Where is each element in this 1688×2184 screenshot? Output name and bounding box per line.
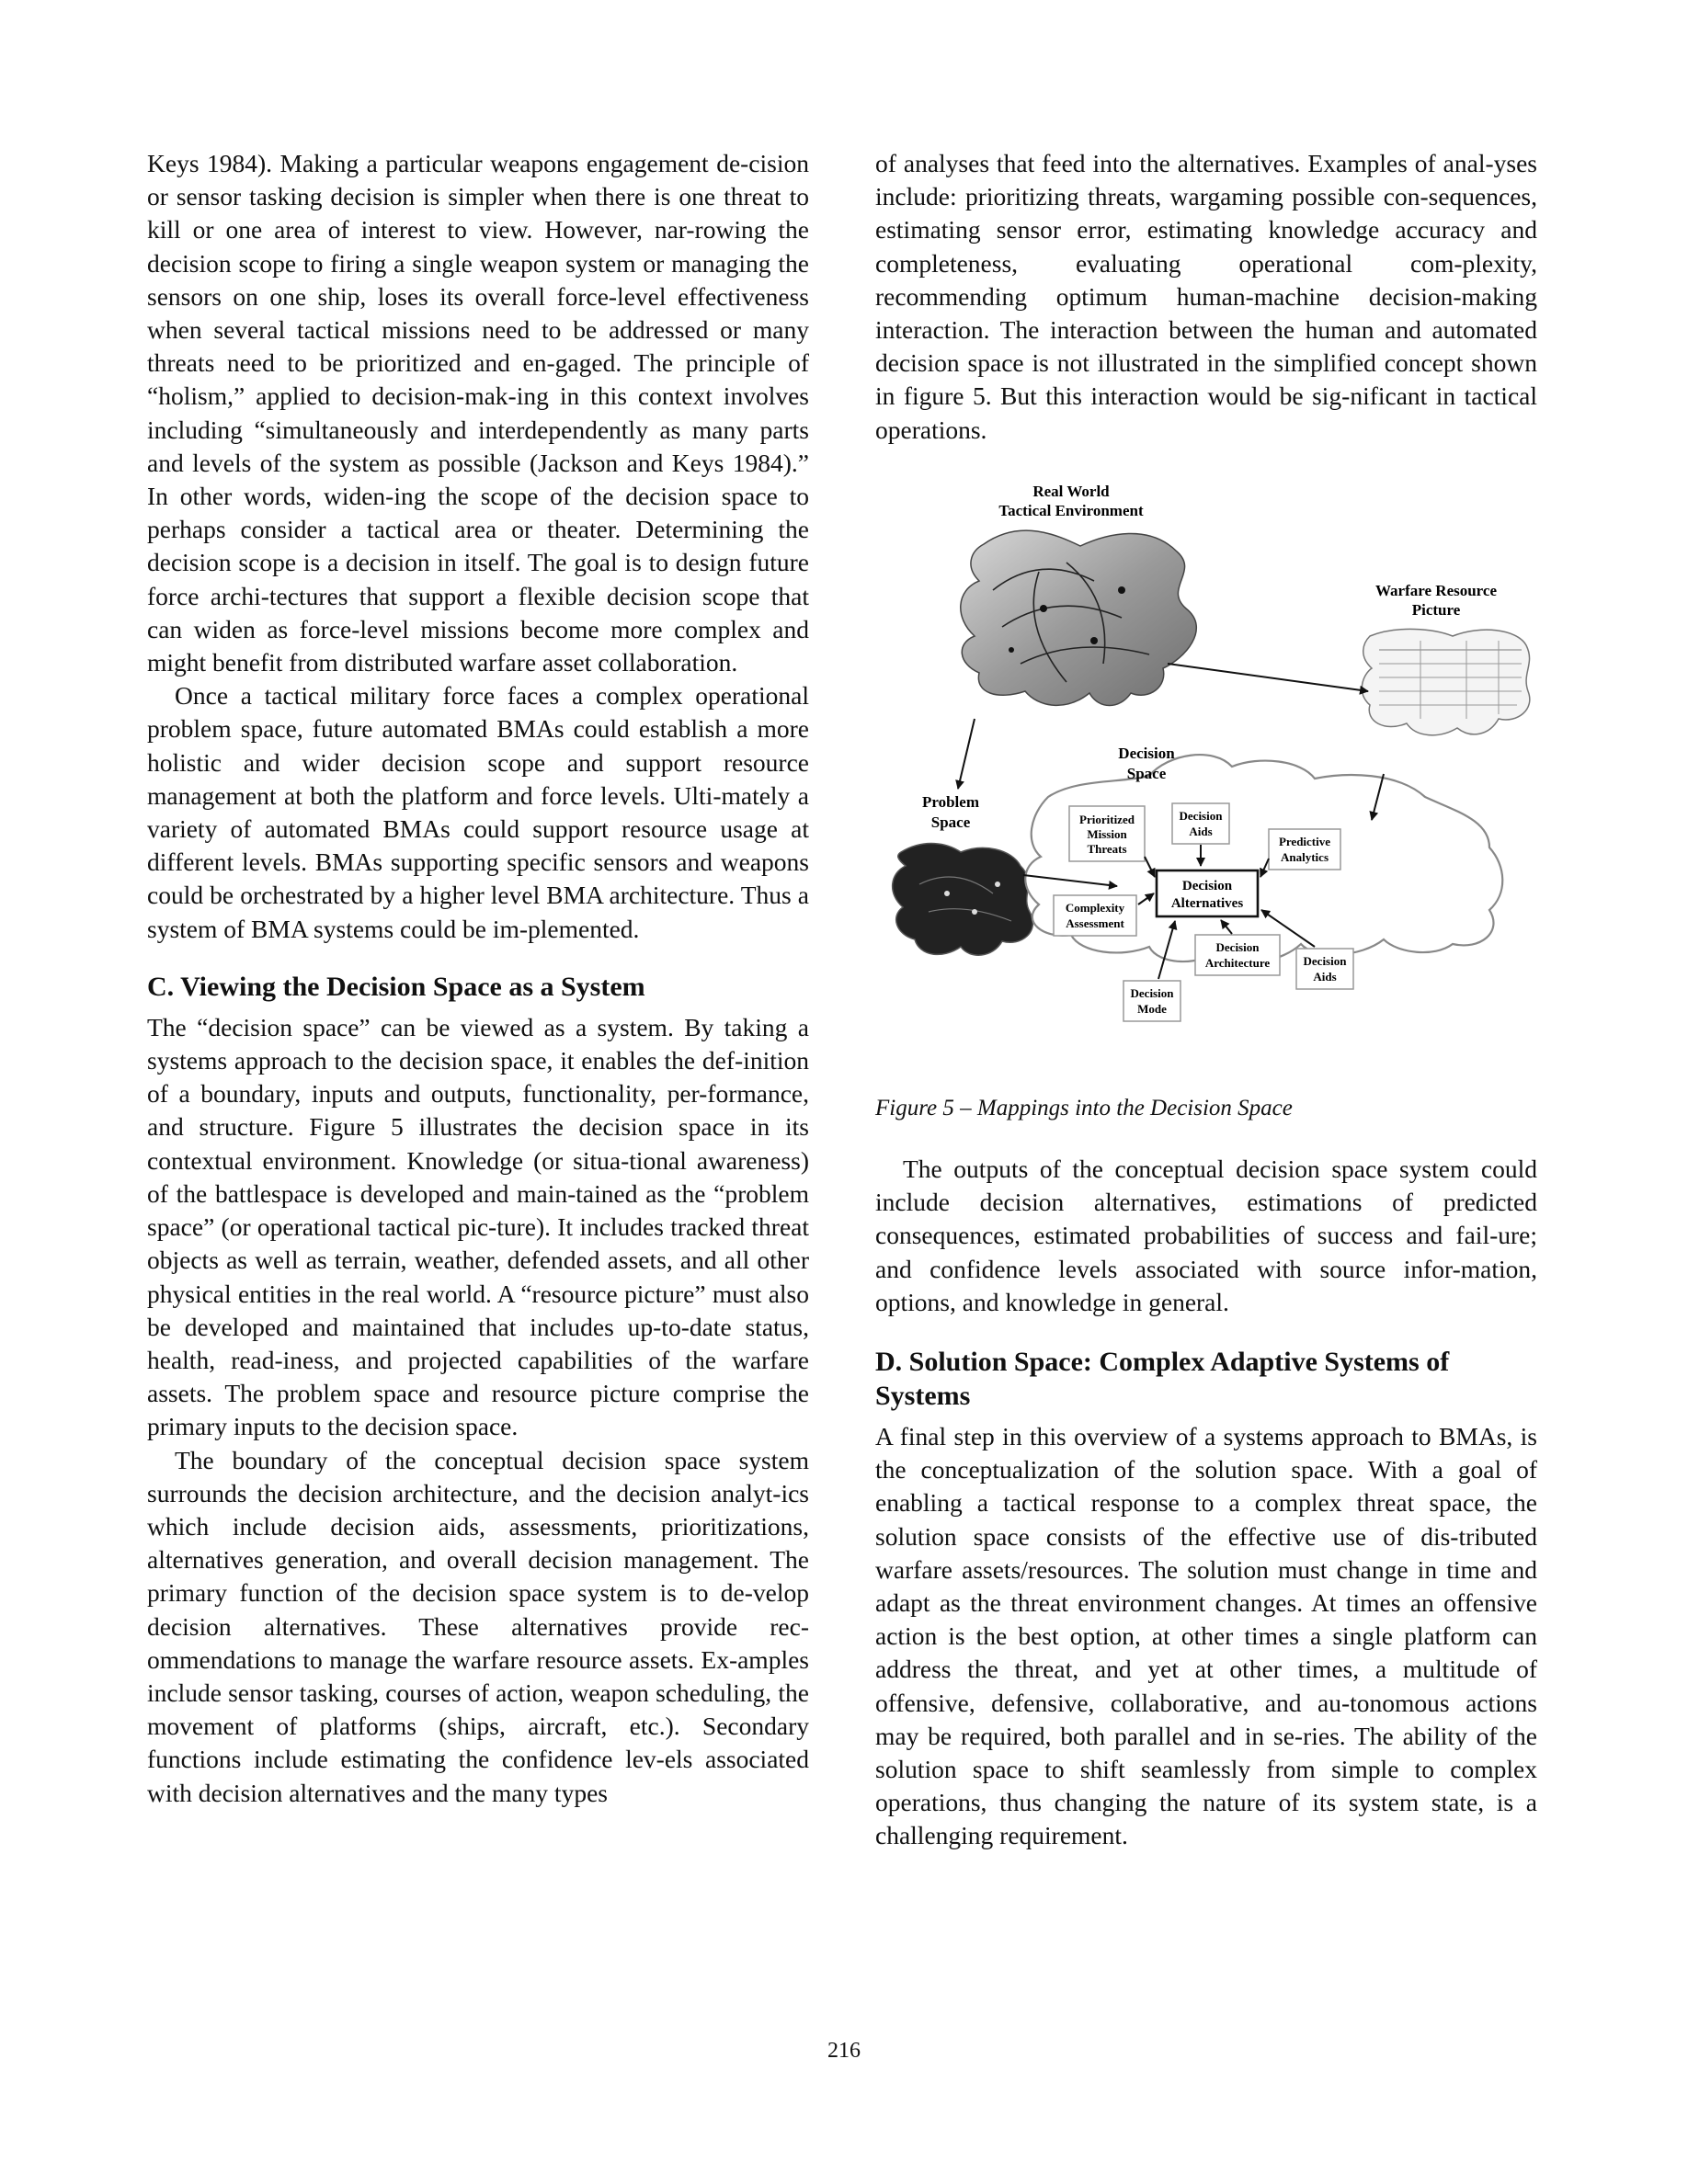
figure-5-diagram — [883, 480, 1535, 1059]
problem-label-1: Problem — [921, 793, 980, 811]
svg-text:Mission: Mission — [1087, 827, 1127, 841]
decision-aids-bottom-box — [1296, 949, 1353, 989]
decision-architecture-box — [1195, 935, 1280, 975]
svg-text:Decision: Decision — [1130, 986, 1174, 1000]
problem-label-2: Space — [930, 813, 971, 831]
svg-text:Assessment: Assessment — [1066, 916, 1124, 930]
complexity-assessment-box — [1054, 895, 1136, 936]
svg-text:Decision: Decision — [1179, 809, 1223, 823]
svg-text:Decision: Decision — [1303, 954, 1347, 968]
prioritized-mission-threats-box — [1069, 806, 1145, 861]
decision-space-diagram — [883, 480, 1535, 1059]
right-paragraph-2: The outputs of the conceptual decision space system could include decision alternatives, estimations of predicted consequences, estimated probabilities of success and fail-ure; and confidence levels associated with source infor-mation, options, and knowledge in general. — [875, 1155, 1537, 1316]
svg-text:Decision: Decision — [1215, 940, 1260, 954]
svg-text:Decision: Decision — [1181, 879, 1233, 893]
right-paragraph-1: of analyses that feed into the alternatives. Examples of anal-yses include: prioritizing threats, wargaming possible con-sequences, estimating sensor error, estimating knowledge accuracy and completeness, evaluating operational com-plexity, recommending optimum human-machine decision-making interaction. The interaction between the human and automated decision space is not illustrated in the simplified concept shown in figure 5. But this interaction would be sig-nificant in tactical operations. — [875, 149, 1537, 444]
right-paragraph-3: A final step in this overview of a systems approach to BMAs, is the conceptualization of the solution space. With a goal of enabling a tactical response to a complex threat space, the solution space consists of the effective use of dis-tributed warfare assets/resources. The solution must change in time and adapt as the threat environment changes. At times an offensive action is the best option, at other times a single platform can address the threat, and yet at other times, a multitude of offensive, defensive, collaborative, and au-tonomous actions may be required, both parallel and in se-ries. The ability of the solution space to shift seamlessly from simple to complex operations, thus changing the nature of its system state, is a challenging requirement. — [875, 1422, 1537, 1850]
left-paragraph-3: The “decision space” can be viewed as a system. By taking a systems approach to the decision space, it enables the def-inition of a boundary, inputs and outputs, functionality, per-formance, and structure. Figure 5 illustrates the decision space in its contextual environment. Knowledge (or situa-tional awareness) of the battlespace is developed and main-tained as the “problem space” (or operational tactical pic-ture). It includes tracked threat objects as well as terrain, weather, defended assets, and all other physical entities in the real world. A “resource picture” must also be developed and maintained that includes up-to-date status, health, read-iness, and projected capabilities of the warfare assets. The problem space and resource picture comprise the primary inputs to the decision space. — [147, 1012, 809, 1441]
left-paragraph-2: Once a tactical military force faces a complex operational problem space, future automated BMAs could establish a more holistic and wider decision scope and support resource management at both the platform and force levels. Ulti-mately a variety of automated BMAs could support resource usage at different levels. BMAs supporting specific sensors and weapons could be orchestrated by a higher level BMA architecture. Thus a system of BMA systems could be im-plemented. — [147, 681, 809, 943]
svg-text:Complexity: Complexity — [1065, 901, 1125, 915]
decision-mode-box — [1123, 981, 1180, 1021]
decision-aids-top-box — [1172, 803, 1229, 844]
decision-space-label-2: Space — [1126, 765, 1167, 782]
real-world-label-1: Real World — [1032, 483, 1110, 500]
decision-alternatives-box — [1157, 870, 1258, 916]
svg-text:Aids: Aids — [1189, 825, 1213, 838]
real-world-label-2: Tactical Environment — [998, 502, 1144, 519]
svg-text:Analytics: Analytics — [1281, 850, 1329, 864]
warfare-label-2: Picture — [1411, 601, 1461, 619]
real-world-map — [961, 530, 1197, 705]
right-column-lower — [875, 1153, 1537, 1853]
svg-text:Architecture: Architecture — [1204, 956, 1271, 970]
figure-caption: Figure 5 – Mappings into the Decision Space — [875, 1096, 1293, 1120]
section-heading-d: D. Solution Space: Complex Adaptive Systems of Systems — [875, 1347, 1450, 1412]
svg-text:Threats: Threats — [1087, 842, 1127, 856]
svg-text:Prioritized: Prioritized — [1079, 813, 1135, 826]
page-number: 216 — [827, 2039, 861, 2063]
right-column — [875, 147, 1537, 447]
warfare-resource-table — [1362, 629, 1529, 734]
svg-text:Aids: Aids — [1313, 970, 1337, 984]
warfare-label-1: Warfare Resource — [1374, 582, 1498, 599]
predictive-analytics-box — [1269, 829, 1340, 870]
problem-space-map — [893, 844, 1033, 956]
left-paragraph-1: Keys 1984). Making a particular weapons engagement de-cision or sensor tasking decision is simpler when there is one threat to kill or one area of interest to view. However, nar-rowing the decision scope to firing a single weapon system or managing the sensors on one ship, loses its overall force-level effectiveness when several tactical missions need to be addressed or many threats need to be prioritized and en-gaged. The principle of “holism,” applied to decision-mak-ing in this context involves including “simultaneously and interdependently as many parts and levels of the system as possible (Jackson and Keys 1984).” In other words, widen-ing the scope of the decision space to perhaps consider a tactical area or theater. Determining the decision scope is a decision in itself. The goal is to design future force archi-tectures that support a flexible decision scope that can widen as force-level missions become more complex and might benefit from distributed warfare asset collaboration. — [147, 149, 809, 677]
left-column — [147, 147, 809, 1810]
left-paragraph-4: The boundary of the conceptual decision space system surrounds the decision architecture, and the decision analyt-ics which include decision aids, assessments, prioritizations, alternatives generation, and overall decision management. The primary function of the decision space system is to de-velop decision alternatives. These alternatives provide rec-ommendations to manage the warfare resource assets. Ex-amples include sensor tasking, courses of action, weapon scheduling, the movement of platforms (ships, aircraft, etc.). Secondary functions include estimating the confidence lev-els associated with decision alternatives and the many types — [147, 1445, 809, 1807]
svg-text:Alternatives: Alternatives — [1170, 896, 1244, 911]
svg-text:Predictive: Predictive — [1278, 835, 1331, 848]
section-heading-c: C. Viewing the Decision Space as a System — [147, 971, 645, 1002]
svg-text:Mode: Mode — [1137, 1002, 1167, 1016]
decision-space-label-1: Decision — [1118, 745, 1175, 762]
